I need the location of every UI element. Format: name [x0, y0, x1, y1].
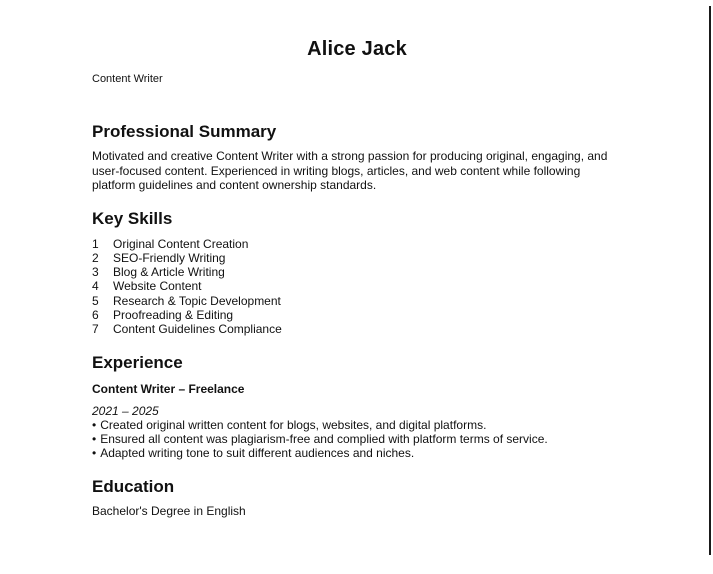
skill-item [92, 322, 622, 336]
resume-role-subtitle: Content Writer [92, 73, 163, 85]
bullet-marker: • [92, 417, 97, 432]
skill-number: 5 [92, 293, 99, 308]
skill-label: Original Content Creation [113, 236, 249, 251]
skill-item [92, 308, 622, 322]
key-skills-list [92, 237, 622, 337]
skill-number: 4 [92, 279, 99, 294]
experience-dates: 2021 – 2025 [92, 403, 159, 418]
skill-label: Blog & Article Writing [113, 265, 225, 280]
skill-number: 7 [92, 322, 99, 337]
section-heading-education: Education [92, 476, 175, 496]
professional-summary-paragraph: Motivated and creative Content Writer with a strong passion for producing original, engaging, and user-focused content. Experienced in writing blogs, articles, and web content while following platform guidelines and content ownership standards. [92, 149, 608, 192]
skill-label: SEO-Friendly Writing [113, 250, 226, 265]
skill-item [92, 279, 622, 293]
skill-item [92, 251, 622, 265]
experience-bullet-list [92, 418, 622, 460]
skill-number: 2 [92, 250, 99, 265]
skill-number: 3 [92, 265, 99, 280]
experience-bullet [92, 446, 622, 460]
skill-label: Website Content [113, 279, 202, 294]
section-heading-experience: Experience [92, 352, 183, 372]
skill-number: 6 [92, 307, 99, 322]
experience-bullet [92, 418, 622, 432]
skill-item [92, 294, 622, 308]
bullet-marker: • [92, 445, 97, 460]
experience-job-title: Content Writer – Freelance [92, 381, 245, 396]
resume-content [92, 38, 622, 518]
education-degree: Bachelor's Degree in English [92, 503, 246, 518]
skill-number: 1 [92, 236, 99, 251]
page-right-edge-border [709, 6, 711, 555]
experience-bullet-text: Ensured all content was plagiarism-free and complied with platform terms of service. [100, 431, 548, 446]
skill-label: Content Guidelines Compliance [113, 322, 282, 337]
experience-bullet [92, 432, 622, 446]
section-heading-key-skills: Key Skills [92, 208, 173, 228]
experience-bullet-text: Created original written content for blogs, websites, and digital platforms. [100, 417, 487, 432]
section-heading-professional-summary: Professional Summary [92, 122, 277, 141]
resume-name-title: Alice Jack [307, 38, 407, 60]
skill-label: Proofreading & Editing [113, 307, 234, 322]
skill-label: Research & Topic Development [113, 293, 281, 308]
skill-item [92, 265, 622, 279]
experience-bullet-text: Adapted writing tone to suit different audiences and niches. [100, 445, 415, 460]
skill-item [92, 237, 622, 251]
bullet-marker: • [92, 431, 97, 446]
